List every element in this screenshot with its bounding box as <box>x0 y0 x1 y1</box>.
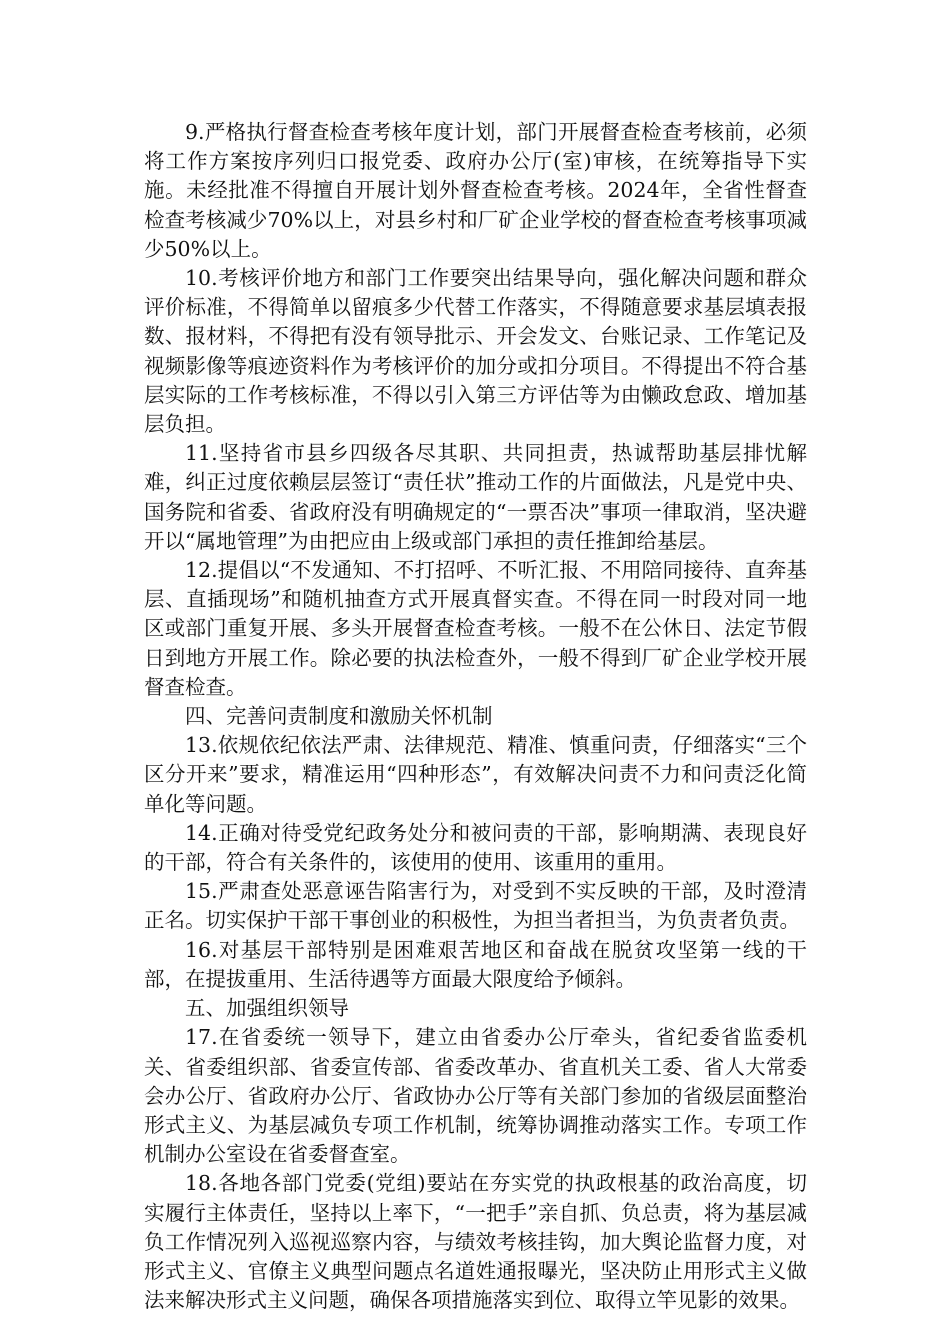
document-body <box>144 118 807 1315</box>
paragraph-11: 11.坚持省市县乡四级各尽其职、共同担责，热诚帮助基层排忧解难，纠正过度依赖层层签订“责任状”推动工作的片面做法，凡是党中央、国务院和省委、省政府没有明确规定的“一票否决”事项一律取消，坚决避开以“属地管理”为由把应由上级或部门承担的责任推卸给基层。 <box>144 441 807 553</box>
paragraph-9: 9.严格执行督查检查考核年度计划，部门开展督查检查考核前，必须将工作方案按序列归口报党委、政府办公厅(室)审核，在统筹指导下实施。未经批准不得擅自开展计划外督查检查考核。2024年，全省性督查检查考核减少70%以上，对县乡村和厂矿企业学校的督查检查考核事项减少50%以上。 <box>144 120 807 261</box>
paragraph-16: 16.对基层干部特别是困难艰苦地区和奋战在脱贫攻坚第一线的干部，在提拔重用、生活待遇等方面最大限度给予倾斜。 <box>144 937 807 991</box>
section-heading-4: 四、完善问责制度和激励关怀机制 <box>185 704 493 729</box>
paragraph-14: 14.正确对待受党纪政务处分和被问责的干部，影响期满、表现良好的干部，符合有关条件的，该使用的使用、该重用的重用。 <box>144 820 807 875</box>
paragraph-18: 18.各地各部门党委(党组)要站在夯实党的执政根基的政治高度，切实履行主体责任，坚持以上率下，“一把手”亲自抓、负总责，将为基层减负工作情况列入巡视巡察内容，与绩效考核挂钩，加大舆论监督力度，对形式主义、官僚主义典型问题点名道姓通报曝光，坚决防止用形式主义做法来解决形式主义问题，确保各项措施落实到位、取得立竿见影的效果。 <box>144 1171 807 1313</box>
paragraph-13: 13.依规依纪依法严肃、法律规范、精准、慎重问责，仔细落实“三个区分开来”要求，精准运用“四种形态”，有效解决问责不力和问责泛化简单化等问题。 <box>144 733 807 816</box>
paragraph-17: 17.在省委统一领导下，建立由省委办公厅牵头，省纪委省监委机关、省委组织部、省委宣传部、省委改革办、省直机关工委、省人大常委会办公厅、省政府办公厅、省政协办公厅等有关部门参加的省级层面整治形式主义、为基层减负专项工作机制，统筹协调推动落实工作。专项工作机制办公室设在省委督查室。 <box>144 1025 807 1167</box>
section-heading-5: 五、加强组织领导 <box>185 996 349 1021</box>
paragraph-12: 12.提倡以“不发通知、不打招呼、不听汇报、不用陪同接待、直奔基层、直插现场”和随机抽查方式开展真督实查。不得在同一时段对同一地区或部门重复开展、多头开展督查检查考核。一般不在公休日、法定节假日到地方开展工作。除必要的执法检查外，一般不得到厂矿企业学校开展督查检查。 <box>144 558 807 699</box>
paragraph-15: 15.严肃查处恶意诬告陷害行为，对受到不实反映的干部，及时澄清正名。切实保护干部干事创业的积极性，为担当者担当，为负责者负责。 <box>144 879 807 933</box>
paragraph-10: 10.考核评价地方和部门工作要突出结果导向，强化解决问题和群众评价标准，不得简单以留痕多少代替工作落实，不得随意要求基层填表报数、报材料，不得把有没有领导批示、开会发文、台账记录、工作笔记及视频影像等痕迹资料作为考核评价的加分或扣分项目。不得提出不符合基层实际的工作考核标准，不得以引入第三方评估等为由懒政怠政、增加基层负担。 <box>144 266 807 437</box>
